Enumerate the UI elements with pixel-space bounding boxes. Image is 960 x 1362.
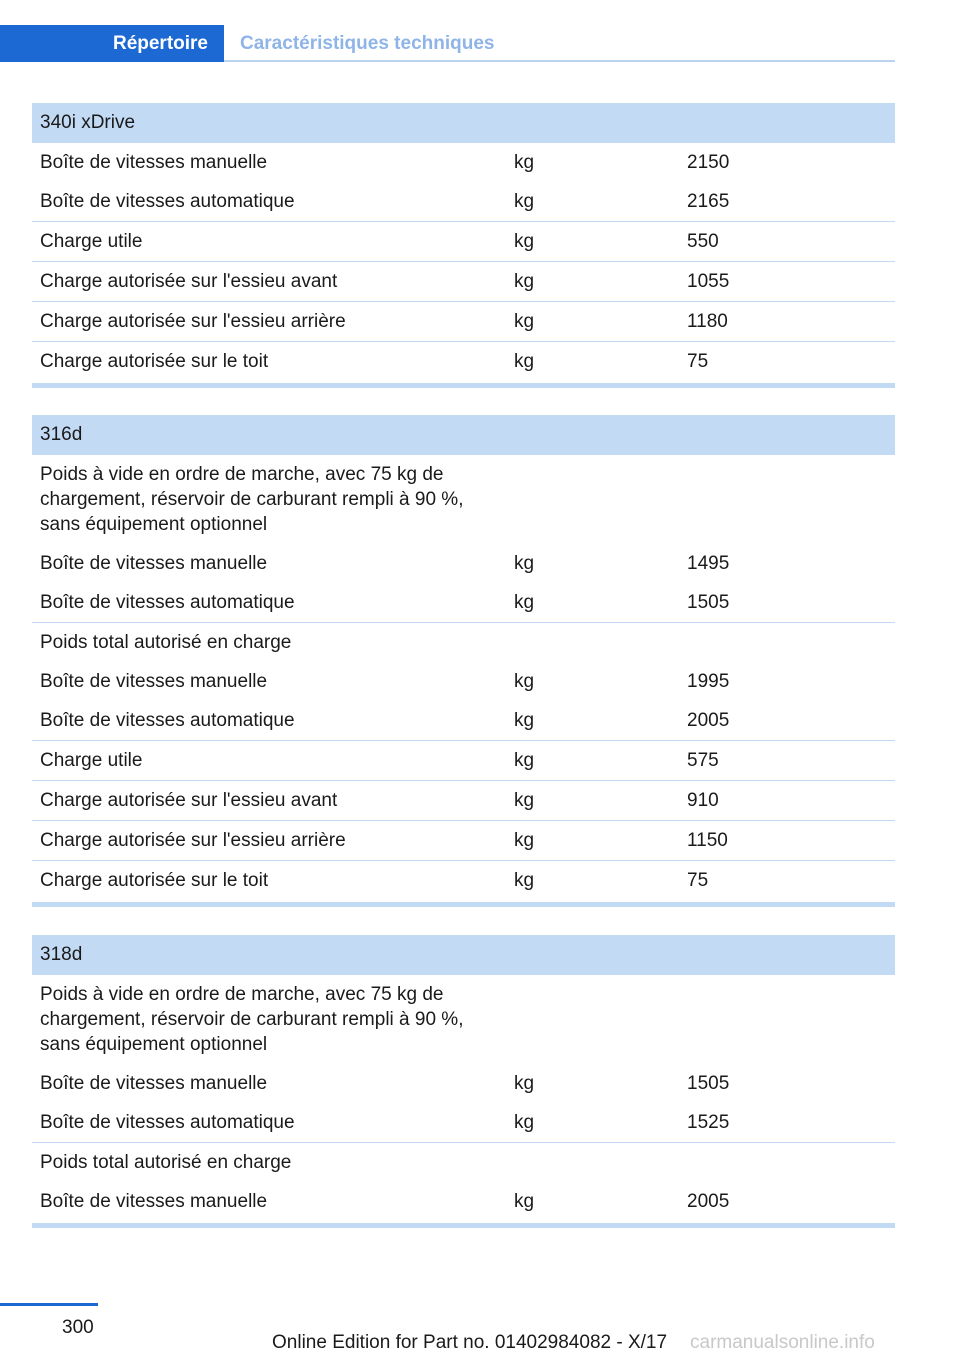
table-row [32,583,895,622]
row-label: Charge autorisée sur l'essieu avant [40,271,338,292]
row-label: Boîte de vitesses automatique [40,191,295,212]
table-bottom-rule [32,383,895,388]
row-value: 1995 [687,671,730,692]
row-unit: kg [514,231,535,252]
row-value: 1505 [687,592,730,613]
table-row [32,341,895,381]
row-label: Poids à vide en ordre de marche, avec 75 kg de chargement, réservoir de carburant rempli à 90 %, sans équipement optionnel [40,984,464,1055]
table-row [32,455,895,544]
row-label: Charge utile [40,231,143,252]
page-header [0,25,895,62]
row-label: Charge autorisée sur l'essieu arrière [40,311,346,332]
row-value: 1505 [687,1073,730,1094]
row-label: Poids à vide en ordre de marche, avec 75 kg de chargement, réservoir de carburant rempli à 90 %, sans équipement optionnel [40,464,464,535]
row-value: 75 [687,870,709,891]
row-unit: kg [514,710,535,731]
row-unit: kg [514,1112,535,1133]
edition-text: Online Edition for Part no. 01402984082 - X/17 [272,1332,668,1353]
row-label: Boîte de vitesses manuelle [40,1073,268,1094]
page-number: 300 [62,1317,94,1338]
row-label: Poids total autorisé en charge [40,632,292,653]
row-value: 1495 [687,553,730,574]
row-value: 550 [687,231,719,252]
table-row [32,1103,895,1142]
table-row [32,182,895,221]
table-row [32,860,895,900]
row-value: 1055 [687,271,730,292]
table-row [32,1182,895,1221]
table-bottom-rule [32,902,895,907]
row-label: Charge autorisée sur le toit [40,870,269,891]
row-label: Boîte de vitesses manuelle [40,553,268,574]
row-label: Boîte de vitesses automatique [40,710,295,731]
row-value: 1150 [687,830,728,851]
row-value: 75 [687,351,709,372]
row-unit: kg [514,311,535,332]
row-label: Boîte de vitesses automatique [40,592,295,613]
table-title: 318d [32,935,895,975]
table-row [32,820,895,860]
row-unit: kg [514,870,535,891]
row-label: Charge autorisée sur l'essieu avant [40,790,338,811]
table-row [32,1064,895,1103]
table-row [32,143,895,182]
row-unit: kg [514,191,535,212]
row-value: 2005 [687,1191,730,1212]
row-unit: kg [514,152,535,173]
row-label: Charge utile [40,750,143,771]
table-row [32,662,895,701]
watermark: carmanualsonline.info [690,1332,875,1353]
table-title: 340i xDrive [32,103,895,143]
table-title: 316d [32,415,895,455]
table-row [32,221,895,261]
row-unit: kg [514,592,535,613]
table-bottom-rule [32,1223,895,1228]
row-label: Boîte de vitesses manuelle [40,152,268,173]
row-unit: kg [514,351,535,372]
footer-rule [0,1303,98,1306]
table-row [32,301,895,341]
table-row [32,701,895,740]
row-label: Poids total autorisé en charge [40,1152,292,1173]
row-value: 2005 [687,710,730,731]
row-value: 1525 [687,1112,730,1133]
row-value: 1180 [687,311,728,332]
row-label: Boîte de vitesses manuelle [40,1191,268,1212]
row-value: 575 [687,750,719,771]
row-unit: kg [514,750,535,771]
row-value: 2150 [687,152,730,173]
row-value: 910 [687,790,719,811]
row-unit: kg [514,671,535,692]
table-row [32,780,895,820]
row-label: Charge autorisée sur le toit [40,351,269,372]
table-row [32,622,895,662]
row-unit: kg [514,830,535,851]
table-row [32,544,895,583]
row-unit: kg [514,1073,535,1094]
table-row [32,740,895,780]
table-row [32,975,895,1064]
row-label: Charge autorisée sur l'essieu arrière [40,830,346,851]
spec-table-318d [32,935,895,1228]
table-row [32,1142,895,1182]
row-unit: kg [514,553,535,574]
row-label: Boîte de vitesses automatique [40,1112,295,1133]
tab-caracteristiques-techniques[interactable]: Caractéristiques techniques [240,33,495,54]
spec-table-340i-xdrive [32,103,895,388]
tab-repertoire[interactable]: Répertoire [0,25,224,62]
row-value: 2165 [687,191,730,212]
row-unit: kg [514,271,535,292]
row-unit: kg [514,1191,535,1212]
spec-table-316d [32,415,895,907]
table-row [32,261,895,301]
row-label: Boîte de vitesses manuelle [40,671,268,692]
row-unit: kg [514,790,535,811]
